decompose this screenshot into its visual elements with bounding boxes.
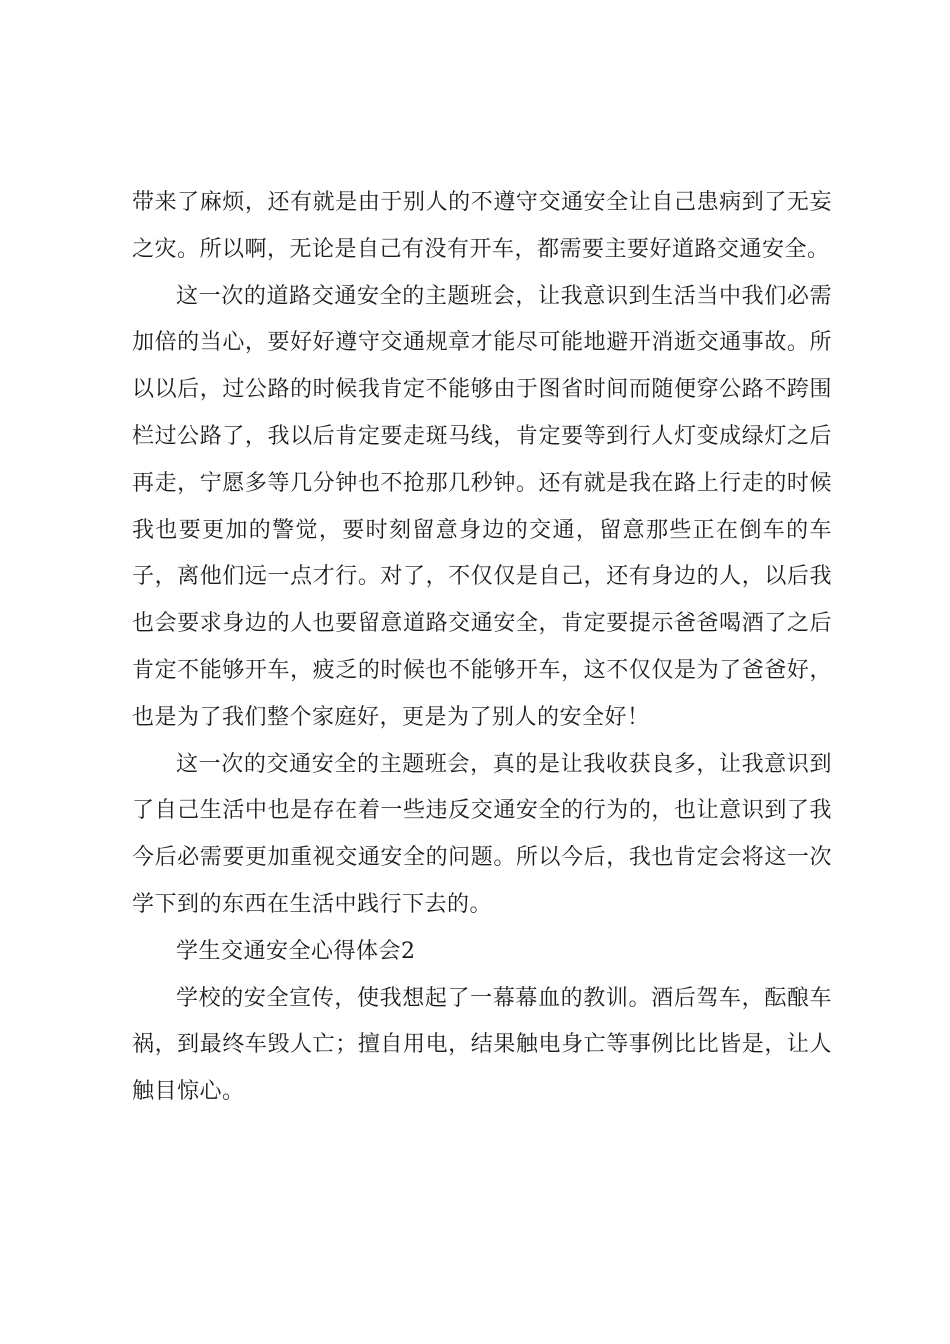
paragraph-2: [132, 274, 832, 742]
paragraph-line: 祸，到最终车毁人亡；擅自用电，结果触电身亡等事例比比皆是，让人: [132, 1032, 832, 1058]
paragraph-line: 触目惊心。: [132, 1079, 245, 1105]
paragraph-line: 带来了麻烦，还有就是由于别人的不遵守交通安全让自己患病到了无妄: [132, 190, 832, 215]
paragraph-line: 这一次的道路交通安全的主题班会，让我意识到生活当中我们必需: [176, 283, 832, 309]
paragraph-line: 再走，宁愿多等几分钟也不抢那几秒钟。还有就是我在路上行走的时候: [132, 470, 832, 496]
paragraph-line: 之灾。所以啊，无论是自己有没有开车，都需要主要好道路交通安全。: [132, 236, 830, 262]
section-title: 学生交通安全心得体会2: [176, 938, 416, 964]
paragraph-line: 加倍的当心，要好好遵守交通规章才能尽可能地避开消逝交通事故。所: [132, 330, 832, 356]
paragraph-1: [132, 180, 832, 274]
paragraph-line: 也会要求身边的人也要留意道路交通安全，肯定要提示爸爸喝酒了之后: [132, 611, 832, 637]
paragraph-line: 学下到的东西在生活中践行下去的。: [132, 891, 493, 917]
section-heading: [132, 929, 832, 976]
paragraph-line: 子，离他们远一点才行。对了，不仅仅是自己，还有身边的人，以后我: [132, 564, 832, 590]
paragraph-line: 了自己生活中也是存在着一些违反交通安全的行为的，也让意识到了我: [132, 798, 832, 824]
paragraph-line: 也是为了我们整个家庭好，更是为了别人的安全好！: [132, 704, 650, 730]
document-body: [132, 180, 832, 1116]
paragraph-line: 学校的安全宣传，使我想起了一幕幕血的教训。酒后驾车，酝酿车: [176, 985, 832, 1011]
paragraph-line: 这一次的交通安全的主题班会，真的是让我收获良多，让我意识到: [176, 751, 832, 777]
paragraph-line: 我也要更加的警觉，要时刻留意身边的交通，留意那些正在倒车的车: [132, 517, 832, 543]
paragraph-line: 肯定不能够开车，疲乏的时候也不能够开车，这不仅仅是为了爸爸好，: [132, 657, 832, 683]
paragraph-3: [132, 742, 832, 929]
paragraph-line: 以以后，过公路的时候我肯定不能够由于图省时间而随便穿公路不跨围: [132, 377, 832, 403]
paragraph-line: 今后必需要更加重视交通安全的问题。所以今后，我也肯定会将这一次: [132, 845, 832, 871]
paragraph-line: 栏过公路了，我以后肯定要走斑马线，肯定要等到行人灯变成绿灯之后: [132, 423, 832, 449]
paragraph-4: [132, 976, 832, 1116]
